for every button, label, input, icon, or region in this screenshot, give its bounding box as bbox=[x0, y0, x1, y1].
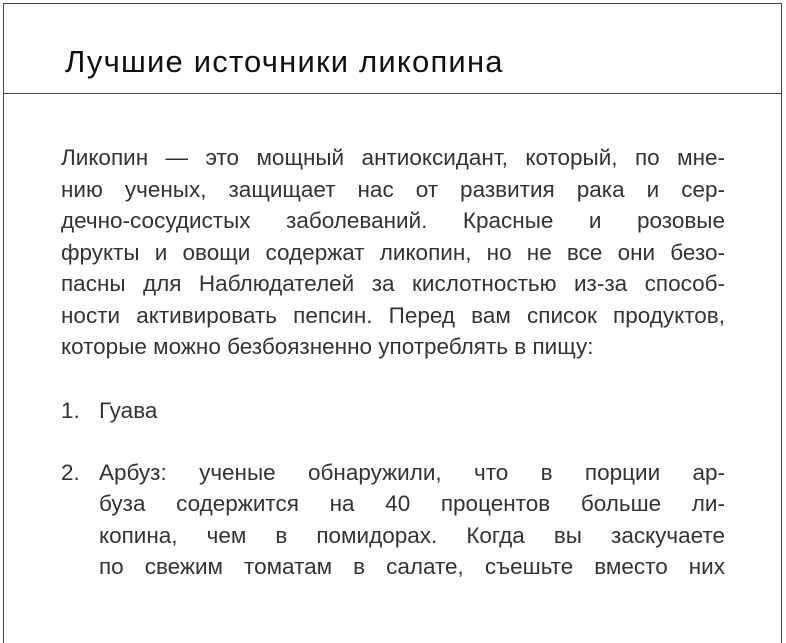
list-item-number: 1. bbox=[61, 398, 80, 423]
list-item-line: Гуава bbox=[99, 398, 158, 423]
intro-line: которые можно безбоязненно употреблять в пищу: bbox=[61, 334, 594, 359]
intro-paragraph bbox=[61, 142, 725, 363]
intro-line: Ликопин — это мощный антиоксидант, который, по мне- bbox=[61, 145, 725, 170]
page-title: Лучшие источники ликопина bbox=[65, 44, 504, 79]
list-item bbox=[61, 457, 725, 583]
intro-line: ности активировать пепсин. Перед вам список продуктов, bbox=[61, 302, 725, 328]
list-item-line: по свежим томатам в салате, съешьте вместо них bbox=[99, 554, 725, 579]
header bbox=[4, 4, 781, 94]
list-item-number: 2. bbox=[61, 459, 80, 485]
intro-line: фрукты и овощи содержат ликопин, но не все они безо- bbox=[61, 239, 725, 265]
source-list bbox=[61, 395, 725, 613]
list-item bbox=[61, 395, 725, 427]
list-item-line: копина, чем в помидорах. Когда вы заскучаете bbox=[99, 522, 725, 548]
intro-line: нию ученых, защищает нас от развития рака и сер- bbox=[61, 176, 725, 202]
list-item-line: буза содержится на 40 процентов больше ли- bbox=[99, 491, 725, 516]
intro-line: дечно-сосудистых заболеваний. Красные и розовые bbox=[61, 208, 725, 233]
list-item-line: Арбуз: ученые обнаружили, что в порции ар- bbox=[99, 459, 725, 485]
intro-line: пасны для Наблюдателей за кислотностью из-за способ- bbox=[61, 271, 725, 296]
